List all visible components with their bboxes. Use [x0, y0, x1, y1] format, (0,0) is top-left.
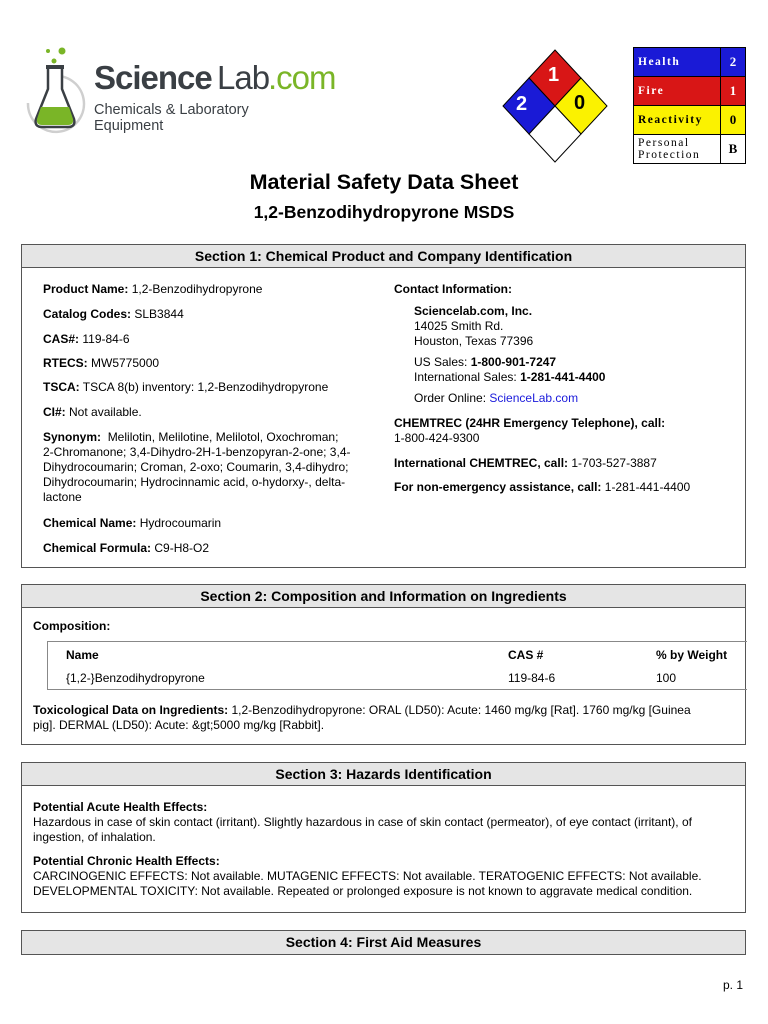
- hazard-label-line: Personal: [638, 137, 690, 149]
- section-2: [21, 584, 746, 745]
- synonym-field: [43, 430, 378, 505]
- hazard-value: 0: [721, 106, 746, 135]
- ci-field: [43, 405, 142, 420]
- field-label: Order Online:: [414, 391, 487, 405]
- field-label: Catalog Codes:: [43, 307, 132, 321]
- hazard-row-personal-protection: [634, 135, 746, 164]
- hazard-label: Fire: [634, 77, 721, 106]
- field-value: 1-281-441-4400: [604, 480, 691, 494]
- field-value: 1-281-441-4400: [520, 370, 606, 384]
- column-header-name: Name: [66, 648, 99, 662]
- field-label: Synonym:: [43, 430, 102, 444]
- contact-info-label: Contact Information:: [394, 282, 512, 296]
- chemical-name-field: [43, 516, 221, 531]
- synonym-line: 2-Chromanone; 3,4-Dihydro-2H-1-benzopyran-2-one; 3,4-: [43, 445, 351, 459]
- cas-field: [43, 332, 130, 347]
- synonym-line: Dihydrocoumarin; Croman, 2-oxo; Coumarin, 3,4-dihydro;: [43, 460, 349, 474]
- intl-chemtrec: [394, 456, 657, 471]
- hazard-value: B: [721, 135, 746, 164]
- ingredient-cas: 119-84-6: [508, 671, 556, 685]
- ingredient-weight: 100: [656, 671, 677, 685]
- us-sales: [414, 355, 556, 370]
- hazard-label: Reactivity: [634, 106, 721, 135]
- section-header: Section 1: Chemical Product and Company Identification: [22, 245, 745, 268]
- field-label: Chemical Formula:: [43, 541, 152, 555]
- section-header: Section 4: First Aid Measures: [22, 931, 745, 954]
- field-label: Toxicological Data on Ingredients:: [33, 703, 229, 717]
- field-value: 119-84-6: [82, 332, 130, 346]
- field-label: International CHEMTREC, call:: [394, 456, 569, 470]
- hazard-row-fire: [634, 77, 746, 106]
- nfpa-health-value: 2: [516, 93, 528, 115]
- address-line-2: Houston, Texas 77396: [414, 334, 534, 348]
- chemtrec-phone: 1-800-424-9300: [394, 431, 480, 445]
- catalog-code-field: [43, 307, 184, 322]
- section-header: Section 2: Composition and Information on Ingredients: [22, 585, 745, 608]
- acute-line: ingestion, of inhalation.: [33, 830, 156, 844]
- section-header: Section 3: Hazards Identification: [22, 763, 745, 786]
- non-emergency-assistance: [394, 480, 690, 495]
- synonym-line: Dihydrocoumarin; Hydrocinnamic acid, o-hydorxy-, delta-: [43, 475, 346, 489]
- field-label: TSCA:: [43, 380, 80, 394]
- field-label: Product Name:: [43, 282, 129, 296]
- field-label: CAS#:: [43, 332, 80, 346]
- flask-icon: [18, 45, 88, 135]
- hazard-value: 2: [721, 48, 746, 77]
- field-label: RTECS:: [43, 356, 88, 370]
- field-value: 1-703-527-3887: [571, 456, 657, 470]
- chronic-line: DEVELOPMENTAL TOXICITY: Not available. Repeated or prolonged exposure is not known to aggravate medical condition.: [33, 884, 693, 898]
- tox-line: 1,2-Benzodihydropyrone: ORAL (LD50): Acute: 1460 mg/kg [Rat]. 1760 mg/kg [Guinea: [231, 703, 691, 717]
- ingredient-name: {1,2-}Benzodihydropyrone: [66, 671, 205, 685]
- logo-text-science: Science: [94, 59, 212, 96]
- logo-tagline: Chemicals & Laboratory Equipment: [94, 102, 249, 134]
- field-value: 1,2-Benzodihydropyrone: [131, 282, 263, 296]
- composition-label: Composition:: [33, 619, 111, 633]
- synonym-line: Melilotin, Melilotine, Melilotol, Oxochroman;: [107, 430, 339, 444]
- tsca-field: [43, 380, 328, 395]
- acute-line: Hazardous in case of skin contact (irritant). Slightly hazardous in case of skin contact (permeator), of eye contact (irritant), of: [33, 815, 692, 829]
- product-name-field: [43, 282, 262, 297]
- order-online: [414, 391, 578, 406]
- company-name: Sciencelab.com, Inc.: [414, 304, 533, 318]
- section-3: [21, 762, 746, 913]
- field-label: CI#:: [43, 405, 66, 419]
- nfpa-diamond: [500, 46, 610, 166]
- column-header-cas: CAS #: [508, 648, 544, 662]
- toxicological-data: [33, 703, 738, 733]
- nfpa-fire-value: 1: [548, 64, 560, 86]
- address-line-1: 14025 Smith Rd.: [414, 319, 504, 333]
- chemtrec-label: CHEMTREC (24HR Emergency Telephone), call:: [394, 416, 666, 430]
- hazard-row-health: [634, 48, 746, 77]
- field-label: International Sales:: [414, 370, 517, 384]
- hazard-label-line: Protection: [638, 149, 701, 161]
- page-subtitle: 1,2-Benzodihydropyrone MSDS: [253, 202, 515, 222]
- hazard-rating-table: [633, 47, 746, 164]
- acute-effects-text: [33, 815, 743, 845]
- hazard-label: Health: [634, 48, 721, 77]
- field-value: Not available.: [69, 405, 142, 419]
- hazard-row-reactivity: [634, 106, 746, 135]
- chronic-effects-text: [33, 869, 743, 899]
- international-sales: [414, 370, 605, 385]
- chronic-effects-label: Potential Chronic Health Effects:: [33, 854, 220, 868]
- field-value: SLB3844: [134, 307, 184, 321]
- synonym-line: lactone: [43, 490, 82, 504]
- logo-text-lab: Lab: [217, 59, 270, 96]
- hazard-value: 1: [721, 77, 746, 106]
- field-label: Chemical Name:: [43, 516, 137, 530]
- field-value: TSCA 8(b) inventory: 1,2-Benzodihydropyrone: [82, 380, 329, 394]
- section-4: [21, 930, 746, 955]
- logo-text-com: .com: [268, 59, 336, 96]
- sciencelab-link[interactable]: ScienceLab.com: [489, 391, 579, 405]
- tox-line: pig]. DERMAL (LD50): Acute: &gt;5000 mg/kg [Rabbit].: [33, 718, 325, 732]
- rtecs-field: [43, 356, 159, 371]
- section-1: [21, 244, 746, 568]
- nfpa-reactivity-value: 0: [574, 92, 586, 114]
- acute-effects-label: Potential Acute Health Effects:: [33, 800, 208, 814]
- chronic-line: CARCINOGENIC EFFECTS: Not available. MUTAGENIC EFFECTS: Not available. TERATOGENIC EFFECTS: Not available.: [33, 869, 702, 883]
- page-number: p. 1: [723, 978, 744, 992]
- field-value: Hydrocoumarin: [139, 516, 222, 530]
- field-value: 1-800-901-7247: [470, 355, 557, 369]
- chemical-formula-field: [43, 541, 209, 556]
- column-header-weight: % by Weight: [656, 648, 728, 662]
- field-label: For non-emergency assistance, call:: [394, 480, 602, 494]
- field-value: MW5775000: [91, 356, 160, 370]
- field-label: US Sales:: [414, 355, 468, 369]
- field-value: C9-H8-O2: [154, 541, 210, 555]
- page-title: Material Safety Data Sheet: [249, 170, 519, 194]
- hazard-label: [634, 135, 721, 164]
- ingredients-table: [47, 641, 747, 690]
- sciencelab-logo: [18, 45, 336, 135]
